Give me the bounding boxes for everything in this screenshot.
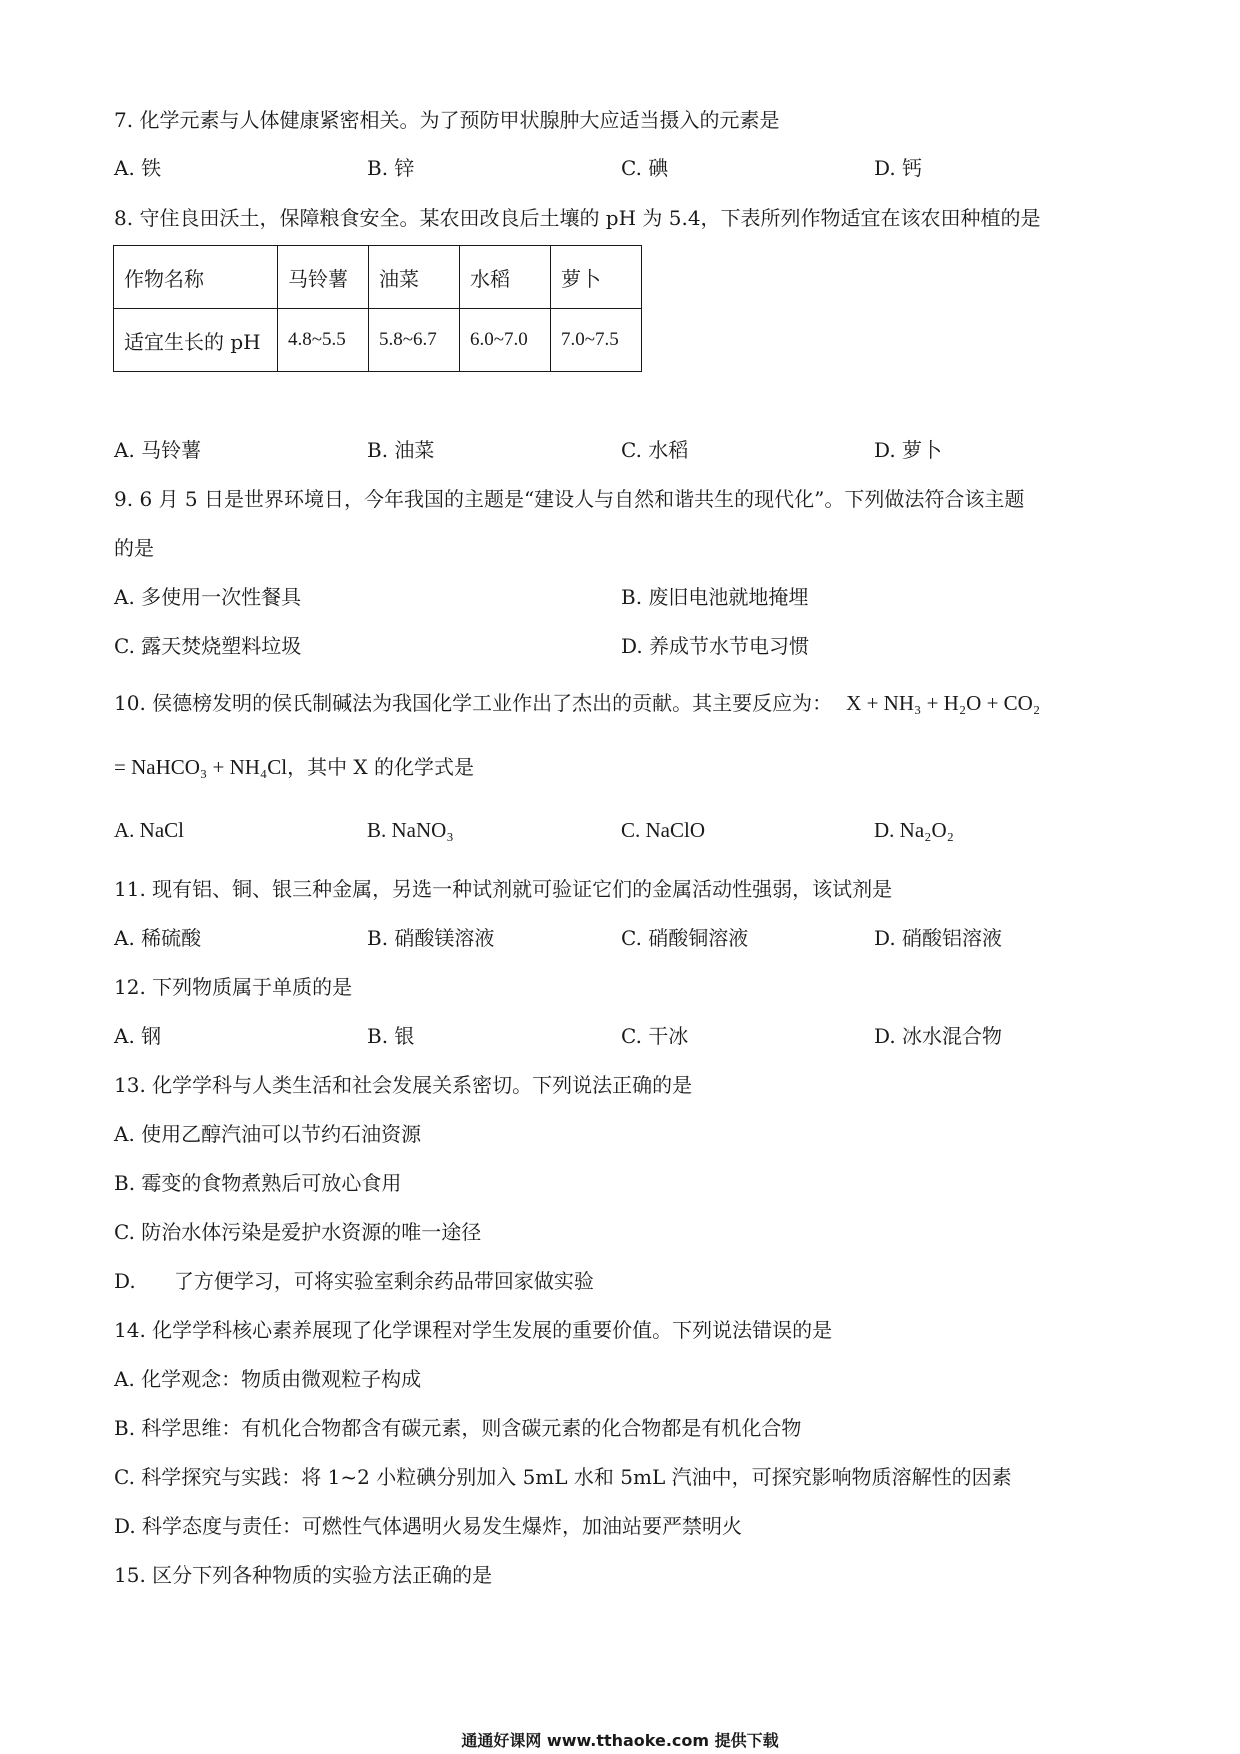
q14-option-a: A. 化学观念：物质由微观粒子构成 <box>114 1367 422 1391</box>
q12-option-d: D. 冰水混合物 <box>874 1024 1003 1048</box>
q10-option-b: B. NaNO₃ <box>367 818 454 842</box>
q13-option-a: A. 使用乙醇汽油可以节约石油资源 <box>114 1122 422 1146</box>
q13-stem: 13. 化学学科与人类生活和社会发展关系密切。下列说法正确的是 <box>114 1073 693 1097</box>
q12-option-c: C. 干冰 <box>621 1024 689 1048</box>
table-row <box>114 309 642 372</box>
q10-stem-text: 10. 侯德榜发明的侯氏制碱法为我国化学工业作出了杰出的贡献。其主要反应为： <box>114 691 833 715</box>
q12-option-b: B. 银 <box>367 1024 415 1048</box>
table-cell: 7.0~7.5 <box>551 309 642 372</box>
q8-option-a: A. 马铃薯 <box>114 438 202 462</box>
table-header-cell: 马铃薯 <box>278 246 369 309</box>
q7-option-a: A. 铁 <box>114 156 162 180</box>
q14-stem: 14. 化学学科核心素养展现了化学课程对学生发展的重要价值。下列说法错误的是 <box>114 1318 833 1342</box>
q7-stem: 7. 化学元素与人体健康紧密相关。为了预防甲状腺肿大应适当摄入的元素是 <box>114 108 780 132</box>
table-cell: 6.0~7.0 <box>460 309 551 372</box>
q9-option-c: C. 露天焚烧塑料垃圾 <box>114 634 302 658</box>
q7-option-d: D. 钙 <box>874 156 923 180</box>
q13-option-c: C. 防治水体污染是爱护水资源的唯一途径 <box>114 1220 482 1244</box>
q11-option-b: B. 硝酸镁溶液 <box>367 926 495 950</box>
q8-stem: 8. 守住良田沃土，保障粮食安全。某农田改良后土壤的 pH 为 5.4，下表所列作物适宜在该农田种植的是 <box>114 206 1041 230</box>
q10-stem-cont <box>114 754 474 780</box>
table-row <box>114 246 642 309</box>
table-header-cell: 油菜 <box>369 246 460 309</box>
q14-option-d: D. 科学态度与责任：可燃性气体遇明火易发生爆炸，加油站要严禁明火 <box>114 1514 743 1538</box>
table-cell: 5.8~6.7 <box>369 309 460 372</box>
table-cell: 适宜生长的 pH <box>114 309 278 372</box>
q10-equation-lhs: X + NH₃ + H₂O + CO₂ <box>846 691 1041 715</box>
q11-option-c: C. 硝酸铜溶液 <box>621 926 749 950</box>
q11-option-a: A. 稀硫酸 <box>114 926 202 950</box>
q14-option-c: C. 科学探究与实践：将 1~2 小粒碘分别加入 5mL 水和 5mL 汽油中，可探究影响物质溶解性的因素 <box>114 1465 1012 1489</box>
table-header-cell: 作物名称 <box>114 246 278 309</box>
q9-stem-line1: 9. 6 月 5 日是世界环境日，今年我国的主题是“建设人与自然和谐共生的现代化”。下列做法符合该主题 <box>114 487 1025 511</box>
q9-option-b: B. 废旧电池就地掩埋 <box>621 585 809 609</box>
q13-option-b: B. 霉变的食物煮熟后可放心食用 <box>114 1171 402 1195</box>
q13-option-d: D. 了方便学习，可将实验室剩余药品带回家做实验 <box>114 1269 594 1293</box>
q10-stem-tail: ，其中 X 的化学式是 <box>287 755 475 779</box>
q11-option-d: D. 硝酸铝溶液 <box>874 926 1003 950</box>
q10-equation-rhs: = NaHCO₃ + NH₄Cl <box>114 755 288 779</box>
q10-option-c: C. NaClO <box>621 818 705 842</box>
q7-option-b: B. 锌 <box>367 156 415 180</box>
q8-option-c: C. 水稻 <box>621 438 689 462</box>
table-header-cell: 萝卜 <box>551 246 642 309</box>
q9-stem-line2: 的是 <box>114 536 154 560</box>
q10-option-a: A. NaCl <box>114 818 184 842</box>
q10-stem <box>114 690 1040 716</box>
q10-option-d: D. Na₂O₂ <box>874 818 954 842</box>
q14-option-b: B. 科学思维：有机化合物都含有碳元素，则含碳元素的化合物都是有机化合物 <box>114 1416 802 1440</box>
table-header-cell: 水稻 <box>460 246 551 309</box>
q12-option-a: A. 钢 <box>114 1024 162 1048</box>
q12-stem: 12. 下列物质属于单质的是 <box>114 975 353 999</box>
q8-option-d: D. 萝卜 <box>874 438 943 462</box>
q11-stem: 11. 现有铝、铜、银三种金属，另选一种试剂就可验证它们的金属活动性强弱，该试剂是 <box>114 877 893 901</box>
q7-option-c: C. 碘 <box>621 156 669 180</box>
table-cell: 4.8~5.5 <box>278 309 369 372</box>
q9-option-d: D. 养成节水节电习惯 <box>621 634 810 658</box>
ph-table <box>113 245 642 372</box>
q15-stem: 15. 区分下列各种物质的实验方法正确的是 <box>114 1563 493 1587</box>
footer-watermark: 通通好课网 www.tthaoke.com 提供下载 <box>461 1731 779 1750</box>
q9-option-a: A. 多使用一次性餐具 <box>114 585 302 609</box>
q8-option-b: B. 油菜 <box>367 438 435 462</box>
